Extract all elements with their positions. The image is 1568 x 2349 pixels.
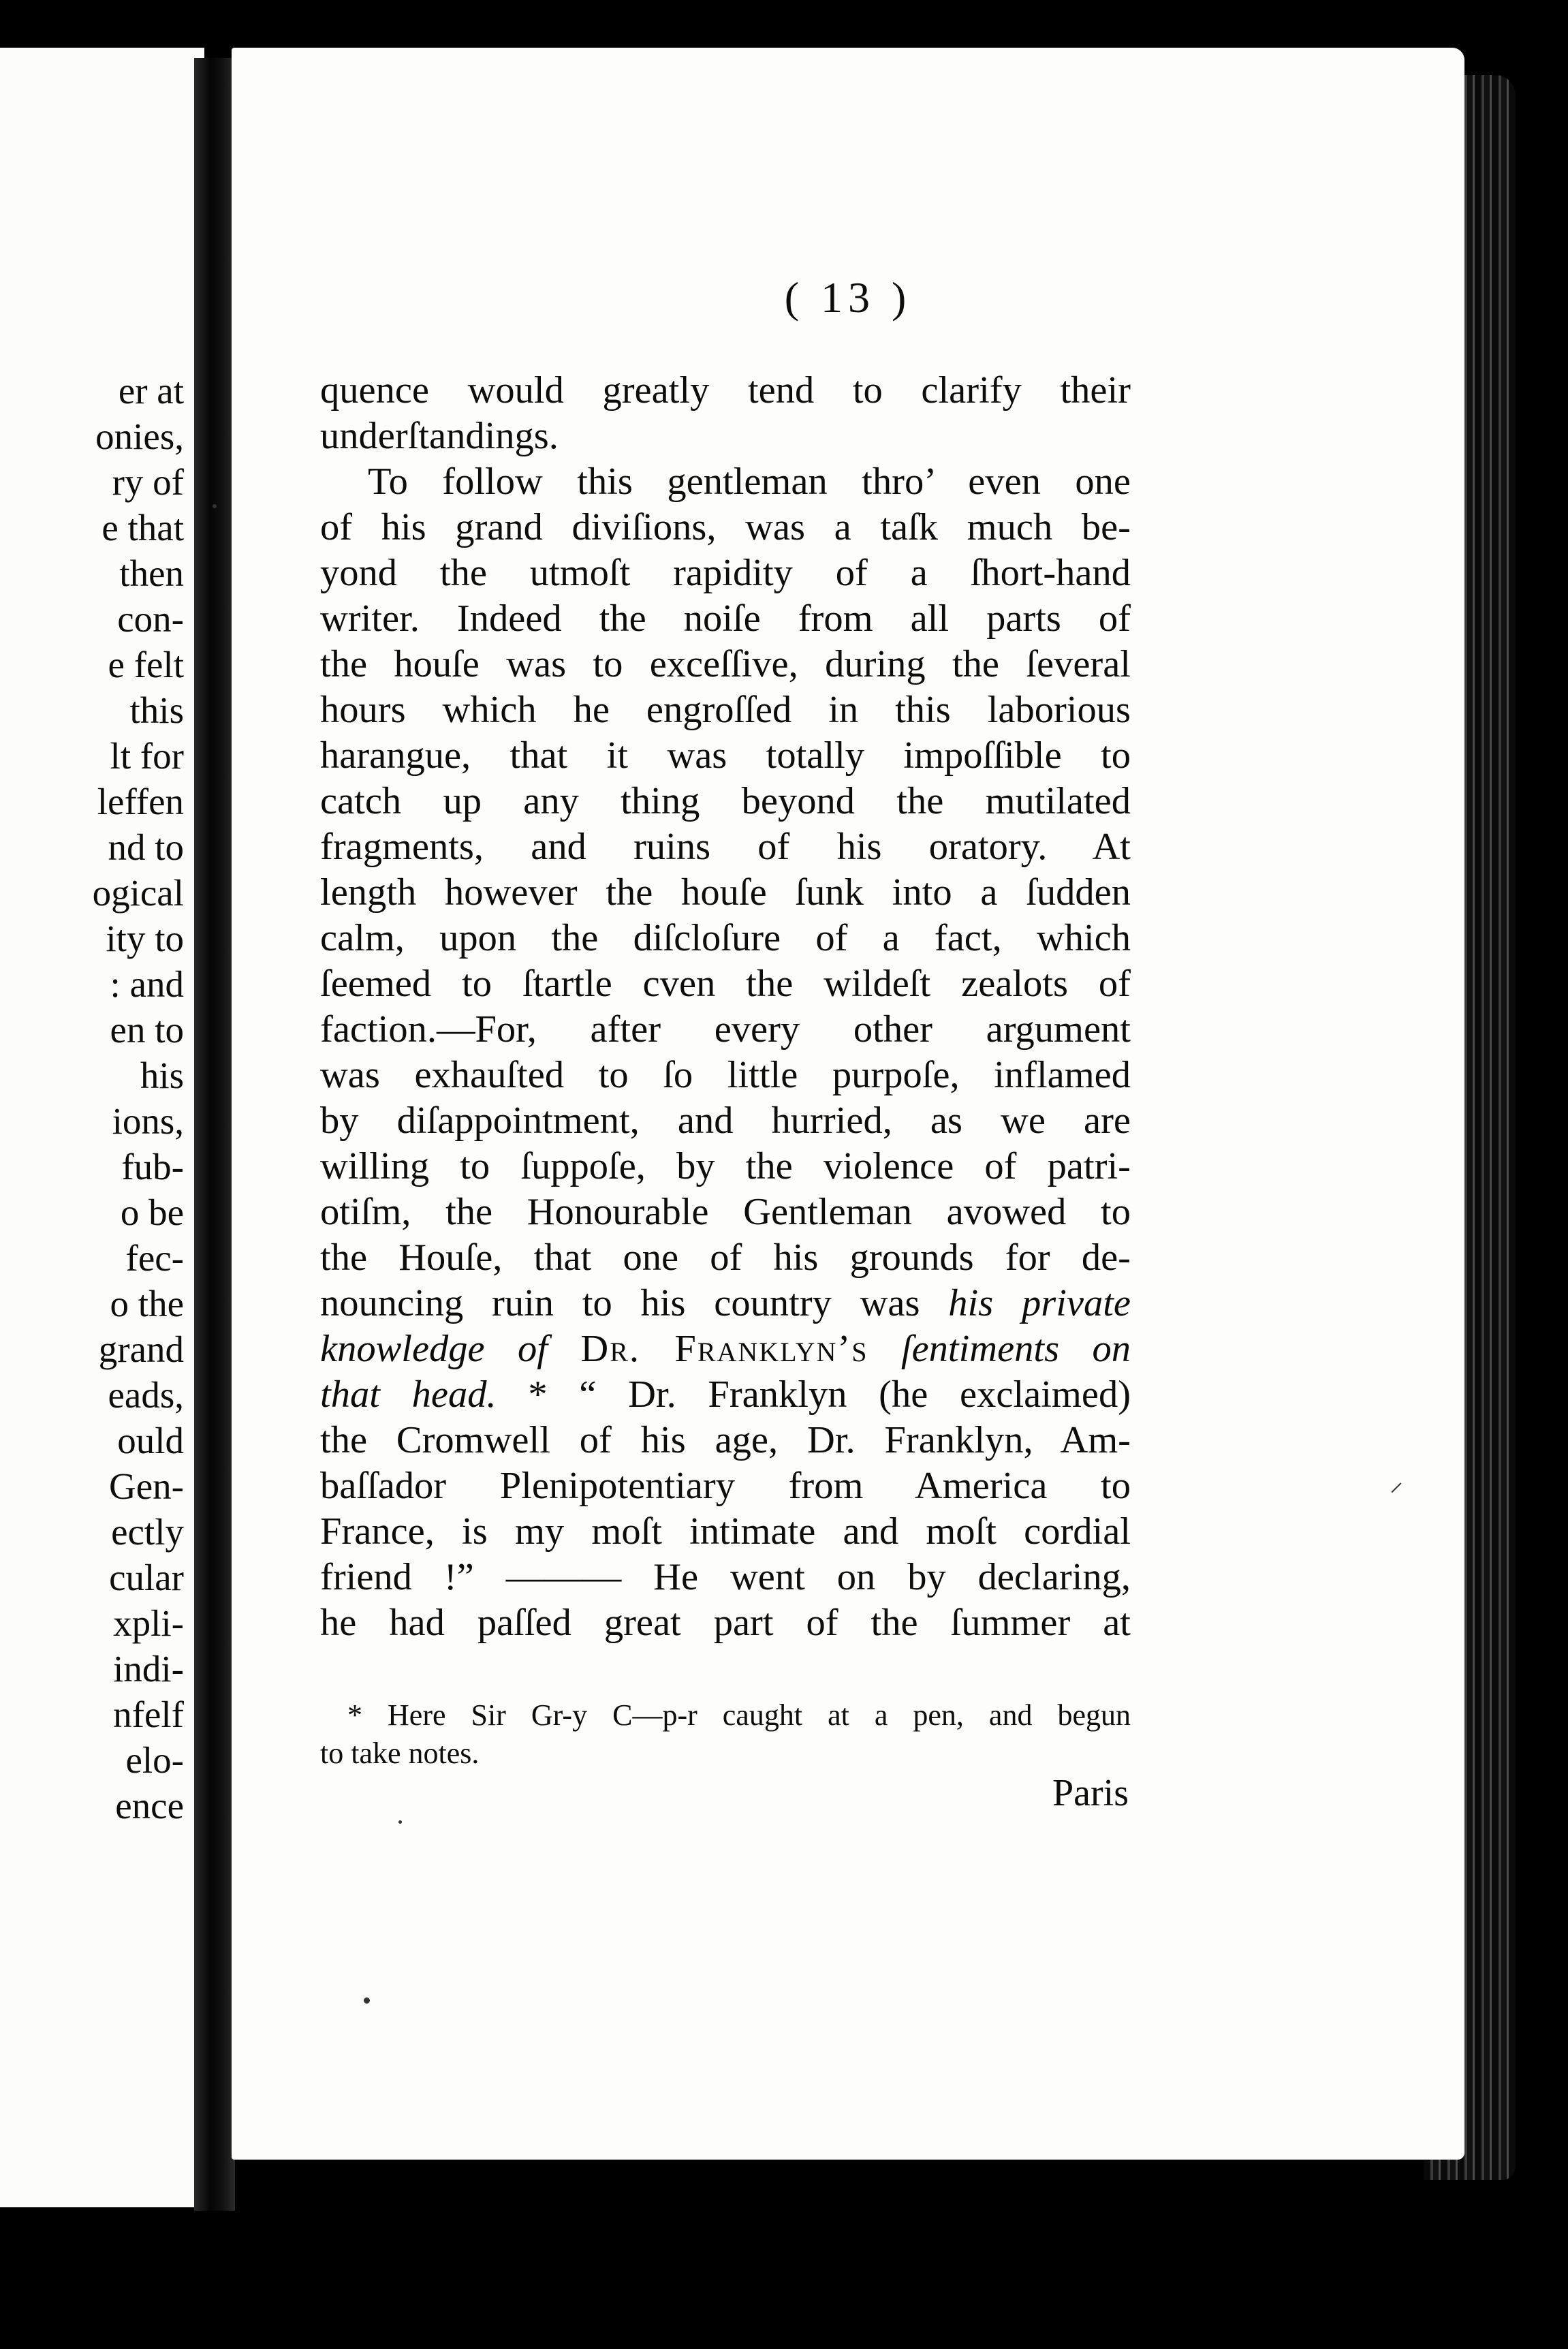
text-line: otiſm, the Honourable Gentleman avowed to [320, 1191, 1131, 1233]
margin-mark: ⸝ [1390, 1466, 1403, 1497]
text-line: willing to ſuppoſe, by the violence of patri- [320, 1145, 1131, 1187]
left-page-fragment: ry of [112, 461, 184, 503]
footnote [320, 1696, 1131, 1773]
left-page-fragment: cular [109, 1557, 184, 1598]
left-page-fragment: lt for [110, 735, 184, 777]
text-line: baſſador Plenipotentiary from America to [320, 1465, 1131, 1507]
ink-speck [213, 504, 217, 508]
left-page-fragment: indi- [113, 1648, 184, 1690]
left-page-fragment: then [119, 553, 184, 594]
text-line: was exhauſted to ſo little purpoſe, inflamed [320, 1054, 1131, 1096]
text-line: of his grand diviſions, was a taſk much be- [320, 506, 1131, 548]
left-page-fragment: e that [101, 507, 184, 548]
text-line: hours which he engroſſed in this laborious [320, 689, 1131, 731]
text-line: To follow this gentleman thro’ even one [368, 461, 1131, 503]
left-page [0, 48, 204, 2207]
left-page-fragment: eads, [108, 1374, 184, 1416]
left-page-fragment: fec- [125, 1237, 184, 1279]
footnote-line: * Here Sir Gr-y C—p-r caught at a pen, and begun [347, 1698, 1131, 1732]
left-page-fragment: ions, [112, 1100, 184, 1142]
text-line: faction.—For, after every other argument [320, 1008, 1131, 1051]
left-page-fragment: xpli- [113, 1602, 184, 1644]
text-segment: * “ Dr. Franklyn (he exclaimed) [528, 1373, 1131, 1416]
text-line: quence would greatly tend to clarify their [320, 369, 1131, 411]
text-line: harangue, that it was totally impoſſible to [320, 734, 1131, 777]
text-line: calm, upon the diſcloſure of a fact, which [320, 917, 1131, 959]
left-page-fragment: Gen- [109, 1465, 184, 1507]
left-page-fragment: nfelf [113, 1694, 184, 1735]
left-page-fragment: er at [118, 370, 184, 411]
text-line: writer. Indeed the noiſe from all parts of [320, 597, 1131, 640]
small-caps-name: Dr. Franklyn’s [580, 1328, 868, 1370]
left-page-fragment: leffen [97, 781, 184, 822]
text-line: the Houſe, that one of his grounds for de- [320, 1236, 1131, 1279]
left-page-fragment: ectly [111, 1511, 184, 1553]
left-page-fragment: nd to [108, 826, 184, 868]
text-line [320, 1281, 1131, 1326]
left-page-fragment: o be [120, 1192, 184, 1233]
italic-text: knowledge of [320, 1328, 548, 1370]
left-page-fragment: ity to [106, 918, 184, 959]
text-line: he had paſſed great part of the ſummer at [320, 1602, 1131, 1644]
text-segment: nouncing ruin to his country was [320, 1282, 920, 1324]
ink-speck [398, 1820, 402, 1824]
left-page-fragment: ogical [92, 872, 184, 914]
text-line: catch up any thing beyond the mutilated [320, 780, 1131, 822]
text-line [320, 1326, 1131, 1372]
italic-text: ſentiments on [900, 1328, 1131, 1370]
left-page-fragment: this [129, 689, 184, 731]
italic-text: that head. [320, 1373, 497, 1416]
left-page-fragment: ould [117, 1420, 184, 1461]
text-line: yond the utmoſt rapidity of a ſhort-hand [320, 552, 1131, 594]
text-line: by diſappointment, and hurried, as we are [320, 1100, 1131, 1142]
text-line: the houſe was to exceſſive, during the ſeveral [320, 643, 1131, 685]
left-page-fragment: his [140, 1055, 184, 1096]
catchword: Paris [1052, 1772, 1129, 1814]
text-line [320, 1372, 1131, 1418]
left-page-fragment: en to [110, 1009, 184, 1051]
left-page-fragment: fub- [121, 1146, 184, 1187]
left-page-fragment: o the [110, 1283, 184, 1324]
italic-text: his private [948, 1282, 1131, 1324]
text-line: underſtandings. [320, 415, 559, 457]
left-page-fragment: grand [98, 1328, 184, 1370]
footnote-line: to take notes. [320, 1737, 480, 1770]
ink-speck [364, 1997, 370, 2004]
left-page-fragment: onies, [95, 416, 184, 457]
left-page-fragment: : and [110, 963, 184, 1005]
page-number: ( 13 ) [784, 273, 912, 322]
text-line: France, is my moſt intimate and moſt cordial [320, 1510, 1131, 1553]
left-page-fragment: con- [117, 598, 184, 640]
text-line: friend !” ——— He went on by declaring, [320, 1556, 1131, 1598]
left-page-fragment: elo- [125, 1739, 184, 1781]
text-line: length however the houſe ſunk into a ſudden [320, 871, 1131, 914]
text-line: ſeemed to ſtartle cven the wildeſt zealots of [320, 963, 1131, 1005]
gutter-shadow [194, 58, 235, 2211]
left-page-fragment: ence [115, 1785, 184, 1826]
body-text [320, 368, 1131, 1646]
left-page-fragment: e felt [108, 644, 184, 685]
text-line: fragments, and ruins of his oratory. At [320, 826, 1131, 868]
text-line: the Cromwell of his age, Dr. Franklyn, Am- [320, 1419, 1131, 1461]
